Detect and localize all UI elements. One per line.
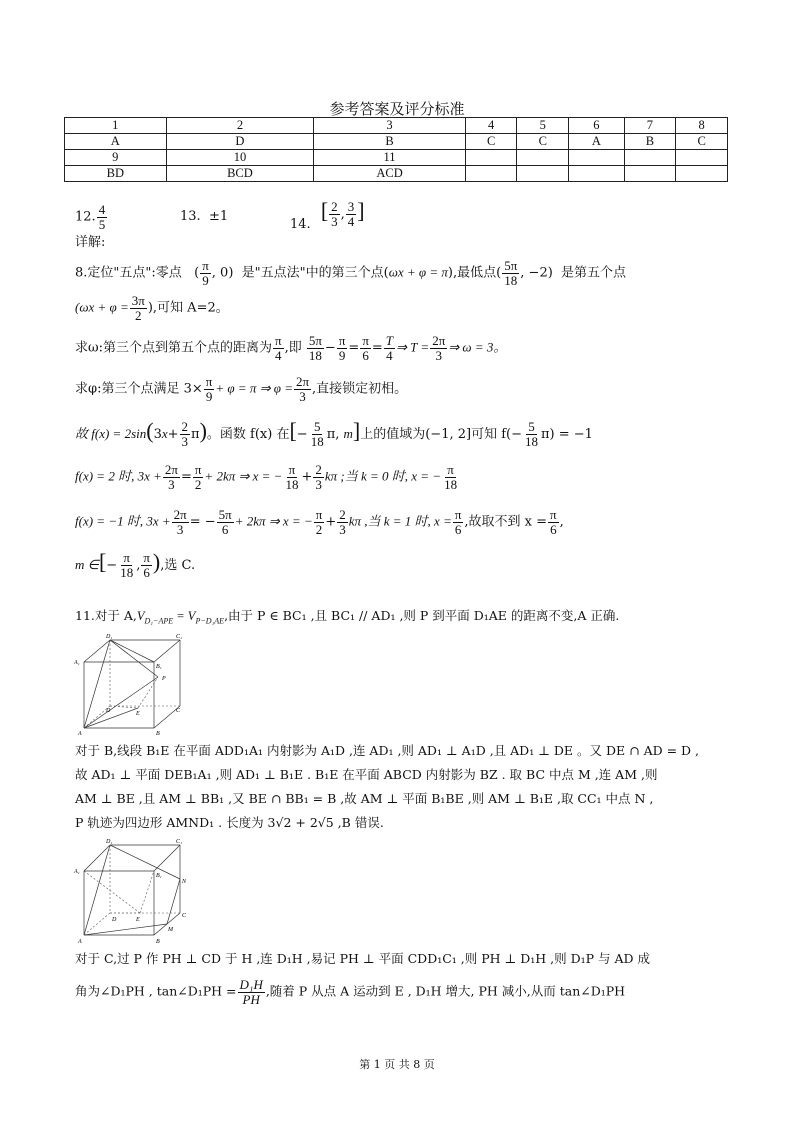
- vertex-label: D₁: [106, 839, 113, 845]
- q8-line5: 故 f(x) = 2sin(3x+ $\frac{2}{3}$ π)。函数 f(x) 在[− $\frac{5}{18}$ π, m]上的值域为(−1, 2]可知 f(− $\frac{5}{18}$ π) = −1: [75, 418, 593, 449]
- page-footer: 第 1 页 共 8 页: [359, 1058, 435, 1071]
- vertex-label: E: [136, 917, 140, 923]
- q11-b-line2: 故 AD₁ ⊥ 平面 DEB₁A₁ ,则 AD₁ ⊥ B₁E . B₁E 在平面 ABCD 内射影为 BZ . 取 BC 中点 M ,连 AM ,则: [75, 767, 658, 782]
- answer-cell: 6: [569, 118, 624, 134]
- detail-label: 详解:: [75, 235, 106, 250]
- vertex-label: D: [112, 917, 117, 923]
- answer-cell: 10: [166, 150, 314, 166]
- answer-cell: 9: [65, 150, 167, 166]
- vertex-label: N: [182, 879, 187, 885]
- answer-cell: [624, 150, 676, 166]
- vertex-label: C: [176, 708, 181, 714]
- vertex-label: A: [78, 939, 82, 945]
- fill-answers: [75, 203, 108, 231]
- q11-b-line4: P 轨迹为四边形 AMND₁ . 长度为 3√2 + 2√5 ,B 错误.: [75, 815, 384, 830]
- answer-cell: C: [676, 134, 728, 150]
- q13-answer: 13. ±1: [180, 209, 229, 224]
- answer-cell: 5: [517, 118, 569, 134]
- q8-line8: m ∈[− $\frac{\pi}{18}$ , $\frac{\pi}{6}$ ),选 C.: [75, 549, 196, 580]
- vertex-label: A₁: [74, 660, 80, 666]
- cube-figure-1: [72, 630, 192, 740]
- answer-cell: [517, 166, 569, 182]
- q11-b-line1: 对于 B,线段 B₁E 在平面 ADD₁A₁ 内射影为 A₁D ,连 AD₁ ,则 AD₁ ⊥ A₁D ,且 AD₁ ⊥ DE 。又 DE ∩ AD = D ,: [75, 743, 700, 758]
- vertex-label: A₁: [74, 869, 80, 875]
- answer-table: [64, 117, 728, 182]
- q8-line6: f(x) = 2 时, 3x + $\frac{2\pi}{3}$ = $\frac{\pi}{2}$ + 2kπ ⇒ x = − $\frac{\pi}{18}$ + $\frac{2}{3}$ kπ ;当 k = 0 时, x = − $\frac{\pi}{18}$: [75, 462, 458, 492]
- answer-cell: BD: [65, 166, 167, 182]
- vertex-label: P: [162, 676, 166, 682]
- answer-cell: B: [624, 134, 676, 150]
- vertex-label: E: [136, 711, 140, 717]
- answer-cell: 1: [65, 118, 167, 134]
- answer-cell: 3: [314, 118, 466, 134]
- q11-b-line3: AM ⊥ BE ,且 AM ⊥ BB₁ ,又 BE ∩ BB₁ = B ,故 AM ⊥ 平面 B₁BE ,则 AM ⊥ B₁E ,取 CC₁ 中点 N ,: [75, 791, 654, 806]
- q12-fraction: $\frac{4}{5}$: [98, 202, 106, 232]
- q14-answer: 14. [ $\frac{2}{3}$ , $\frac{3}{4}$ ]: [290, 198, 365, 232]
- vertex-label: B: [156, 939, 160, 945]
- answer-cell: 2: [166, 118, 314, 134]
- vertex-label: C: [182, 913, 187, 919]
- cube-figure-2: [72, 833, 192, 945]
- answer-cell: [465, 150, 517, 166]
- page-title: 参考答案及评分标准: [329, 100, 465, 118]
- answer-cell: [465, 166, 517, 182]
- q8-line2: (ωx + φ = $\frac{3\pi}{2}$ ),可知 A=2。: [75, 293, 229, 323]
- answer-row: [65, 166, 728, 182]
- answer-cell: C: [517, 134, 569, 150]
- q11-c-line2: 角为∠D₁PH , tan∠D₁PH = $\frac{\text{D₁H}}{PH}$ ,随着 P 从点 A 运动到 E , D₁H 增大, PH 减小,从而 tan∠D₁PH: [75, 977, 626, 1007]
- answer-cell: [569, 150, 624, 166]
- answer-cell: 7: [624, 118, 676, 134]
- vertex-label: B: [156, 731, 160, 737]
- q8-line1: 8.定位"五点":零点 ( $\frac{\pi}{9}$ , 0) 是"五点法"中的第三个点(ωx + φ = π),最低点( $\frac{5\pi}{18}$ , −2) 是第五个点: [75, 258, 627, 288]
- answer-cell: [624, 166, 676, 182]
- answer-cell: [517, 150, 569, 166]
- answer-cell: D: [166, 134, 314, 150]
- answer-cell: 4: [465, 118, 517, 134]
- q8-line3: 求ω:第三个点到第五个点的距离为 $\frac{\pi}{4}$ ,即 $\frac{5\pi}{18}$ − $\frac{\pi}{9}$ = $\frac{\pi}{6}$ = $\frac{T}{4}$ ⇒ T = $\frac{2\pi}{3}$ ⇒ ω = 3。: [75, 333, 507, 363]
- answer-cell: B: [314, 134, 466, 150]
- q12-label: 12.: [75, 209, 96, 225]
- answer-cell: ACD: [314, 166, 466, 182]
- answer-cell: 11: [314, 150, 466, 166]
- answer-cell: C: [465, 134, 517, 150]
- vertex-label: C₁: [176, 839, 183, 845]
- answer-cell: A: [65, 134, 167, 150]
- answer-row: [65, 134, 728, 150]
- vertex-label: A: [78, 731, 82, 737]
- vertex-label: B₁: [156, 873, 162, 879]
- vertex-label: C₁: [176, 634, 183, 640]
- answer-cell: 8: [676, 118, 728, 134]
- q8-line4: 求φ:第三个点满足 3× $\frac{\pi}{9}$ + φ = π ⇒ φ = $\frac{2\pi}{3}$ ,直接锁定初相。: [75, 374, 408, 404]
- q8-line7: f(x) = −1 时, 3x + $\frac{2\pi}{3}$ = − $\frac{5\pi}{6}$ + 2kπ ⇒ x = − $\frac{\pi}{2}$ + $\frac{2}{3}$ kπ ,当 k = 1 时, x = $\frac{\pi}{6}$ ,故取不到 x = $\frac{\pi}{6}$ ,: [75, 507, 564, 537]
- vertex-label: D: [106, 708, 111, 714]
- vertex-label: D₁: [106, 634, 113, 640]
- answer-row: [65, 150, 728, 166]
- vertex-label: B₁: [156, 664, 162, 670]
- vertex-label: M: [168, 927, 173, 933]
- answer-cell: [676, 166, 728, 182]
- answer-cell: [569, 166, 624, 182]
- answer-cell: [676, 150, 728, 166]
- answer-cell: A: [569, 134, 624, 150]
- answer-cell: BCD: [166, 166, 314, 182]
- q11-a-line: 11.对于 $A,V_{D_1-APE} = V_{P-D_1AE}$,由于 P ∈ BC₁ ,且 BC₁ // AD₁ ,则 P 到平面 D₁AE 的距离不变,A 正确.: [75, 608, 620, 626]
- q11-c-line1: 对于 C,过 P 作 PH ⊥ CD 于 H ,连 D₁H ,易记 PH ⊥ 平面 CDD₁C₁ ,则 PH ⊥ D₁H ,则 D₁P 与 AD 成: [75, 951, 651, 966]
- answer-row: [65, 118, 728, 134]
